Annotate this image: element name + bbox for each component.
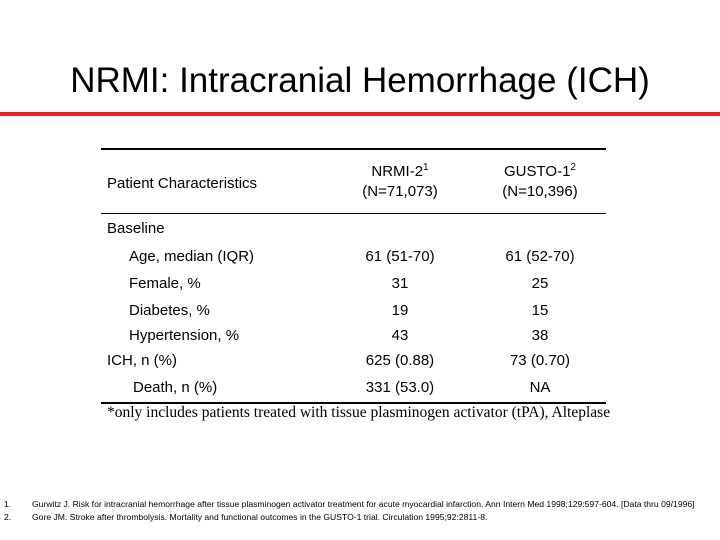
header-nrmi2-n: (N=71,073) (362, 183, 438, 200)
row-label: Age, median (IQR) (129, 248, 255, 265)
row-value-nrmi2: 19 (391, 302, 409, 319)
slide-title: NRMI: Intracranial Hemorrhage (ICH) (70, 61, 650, 100)
reference-item (4, 511, 716, 524)
table-top-rule (101, 148, 606, 150)
row-value-gusto1: NA (529, 379, 551, 396)
header-bottom-rule (101, 213, 606, 214)
row-label: ICH, n (%) (107, 352, 178, 369)
section-baseline: Baseline (107, 220, 165, 237)
row-label: Death, n (%) (133, 379, 218, 396)
references (4, 498, 716, 523)
header-patient-characteristics: Patient Characteristics (107, 175, 258, 192)
row-value-gusto1: 61 (52-70) (505, 248, 575, 265)
row-value-gusto1: 25 (531, 275, 549, 292)
reference-item (4, 498, 716, 511)
row-label: Diabetes, % (129, 302, 210, 319)
row-value-nrmi2: 625 (0.88) (365, 352, 435, 369)
row-value-nrmi2: 331 (53.0) (365, 379, 435, 396)
reference-text: Gore JM. Stroke after thrombolysis. Mortality and functional outcomes in the GUSTO-1 trial. Circulation 1995;92:2811-8. (32, 511, 488, 522)
header-nrmi2: NRMI-$2^1$ (371, 162, 429, 180)
reference-number: 2. (4, 511, 12, 522)
row-value-gusto1: 73 (0.70) (509, 352, 571, 369)
row-label: Female, % (129, 275, 201, 292)
reference-text: Gurwitz J. Risk for intracranial hemorrhage after tissue plasminogen activator treatment for acute myocardial infarction. Ann Intern Med 1998;129:597-604. [Data thru 09/1996] (32, 499, 695, 509)
reference-number: 1. (4, 499, 12, 509)
table-footnote: *only includes patients treated with tissue plasminogen activator (tPA), Alteplase (107, 404, 611, 421)
row-value-nrmi2: 31 (391, 275, 409, 292)
row-value-gusto1: 15 (531, 302, 549, 319)
row-value-gusto1: 38 (531, 327, 549, 344)
header-gusto1: GUSTO-$1^2$ (504, 162, 576, 180)
header-gusto1-n: (N=10,396) (502, 183, 578, 200)
title-divider (0, 112, 720, 116)
row-value-nrmi2: 61 (51-70) (365, 248, 435, 265)
row-value-nrmi2: 43 (391, 327, 409, 344)
row-label: Hypertension, % (129, 327, 240, 344)
